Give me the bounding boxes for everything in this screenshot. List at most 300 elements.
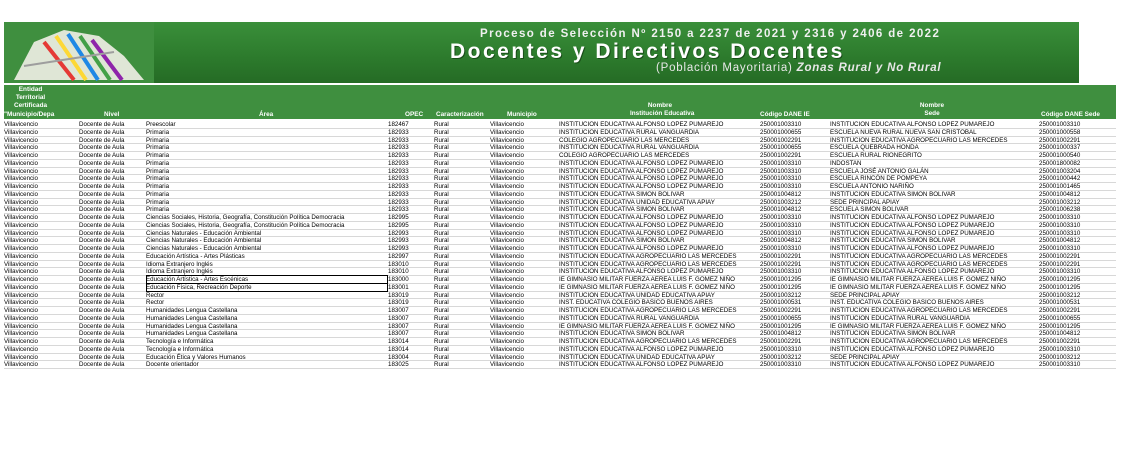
cell-dane-ie: 250001001295 <box>760 276 802 283</box>
cell-dane-ie: 250001003310 <box>760 183 802 190</box>
cell-nivel: Docente de Aula <box>79 229 125 237</box>
cell-dane-sede: 250001001295 <box>1039 322 1081 330</box>
cell-municipio: Villavicencio <box>490 167 524 175</box>
cell-sede: SEDE PRINCIPAL APIAY <box>830 198 900 206</box>
cell-municipio-depa: Villavicencio <box>4 299 38 307</box>
cell-caracterizacion: Rural <box>434 260 449 268</box>
cell-caracterizacion: Rural <box>434 198 449 206</box>
header-nivel: Nivel <box>104 111 120 118</box>
header-entidad-line: Territorial <box>15 94 46 101</box>
cell-area: Rector <box>146 299 165 307</box>
cell-sede: INSTITUCION EDUCATIVA ALFONSO LOPEZ PUMAREJO <box>830 221 995 229</box>
cell-sede: INSTITUCION EDUCATIVA ALFONSO LOPEZ PUMAREJO <box>830 361 995 369</box>
cell-dane-ie: 250001001295 <box>760 322 802 330</box>
cell-dane-ie: 250001000655 <box>760 128 802 136</box>
cell-opec: 183000 <box>388 276 409 283</box>
cell-municipio-depa: Villavicencio <box>4 291 38 299</box>
table-row <box>4 299 1116 307</box>
cell-municipio-depa: Villavicencio <box>4 245 38 252</box>
cell-municipio-depa: Villavicencio <box>4 276 38 283</box>
cell-opec: 183010 <box>388 268 409 276</box>
cell-caracterizacion: Rural <box>434 214 449 221</box>
cell-nivel: Docente de Aula <box>79 268 125 276</box>
cell-municipio: Villavicencio <box>490 299 524 307</box>
table-row <box>4 152 1116 160</box>
table-row <box>4 315 1116 323</box>
cell-nivel: Docente de Aula <box>79 338 125 345</box>
cell-sede: ESCUELA SIMON BOLIVAR <box>830 206 909 214</box>
cell-municipio: Villavicencio <box>490 175 524 183</box>
table-row <box>4 354 1116 362</box>
cell-area: Docente orientador <box>146 361 199 369</box>
table-row <box>4 361 1116 369</box>
cell-dane-sede: 250001002291 <box>1039 307 1081 314</box>
cell-municipio: Villavicencio <box>490 345 524 353</box>
cell-area: Preescolar <box>146 121 176 128</box>
cell-institucion: INST. EDUCATIVA COLEGIO BASICO BUENOS AIRES <box>559 299 713 307</box>
table-row <box>4 292 1116 300</box>
cell-sede: INSTITUCION EDUCATIVA ALFONSO LOPEZ PUMAREJO <box>830 268 995 276</box>
cell-dane-sede: 250001000442 <box>1039 175 1081 183</box>
cell-municipio-depa: Villavicencio <box>4 268 38 276</box>
cell-caracterizacion: Rural <box>434 299 449 307</box>
cell-municipio: Villavicencio <box>490 183 524 190</box>
cell-municipio: Villavicencio <box>490 214 524 221</box>
cell-institucion: INSTITUCION EDUCATIVA AGROPECUARIO LAS MERCEDES <box>559 252 737 260</box>
cell-dane-sede: 250001003310 <box>1039 229 1081 237</box>
cell-sede: INSTITUCION EDUCATIVA RURAL VANGUARDIA <box>830 314 971 322</box>
cell-municipio: Villavicencio <box>490 276 524 283</box>
cell-dane-sede: 250001003310 <box>1039 214 1081 221</box>
cell-municipio: Villavicencio <box>490 229 524 237</box>
cell-dane-sede: 250001002291 <box>1039 260 1081 268</box>
cell-caracterizacion: Rural <box>434 314 449 322</box>
cell-opec: 182993 <box>388 245 409 252</box>
cell-opec: 182933 <box>388 152 409 159</box>
cell-institucion: INSTITUCION EDUCATIVA ALFONSO LOPEZ PUMAREJO <box>559 167 724 175</box>
cell-municipio: Villavicencio <box>490 322 524 330</box>
cell-municipio-depa: Villavicencio <box>4 314 38 322</box>
cell-dane-sede: 250001003204 <box>1039 167 1081 175</box>
cell-municipio-depa: Villavicencio <box>4 361 38 369</box>
cell-opec: 182993 <box>388 237 409 245</box>
cell-opec: 183007 <box>388 330 409 338</box>
table-row <box>4 222 1116 230</box>
cell-institucion: IE GIMNASIO MILITAR FUERZA AEREA LUIS F. GOMEZ NIÑO <box>559 322 735 330</box>
cell-opec: 182933 <box>388 198 409 206</box>
cell-municipio: Villavicencio <box>490 353 524 361</box>
cell-nivel: Docente de Aula <box>79 221 125 229</box>
cell-municipio-depa: Villavicencio <box>4 136 38 144</box>
cell-nivel: Docente de Aula <box>79 345 125 353</box>
cell-dane-ie: 250001004812 <box>760 330 802 338</box>
cell-municipio: Villavicencio <box>490 237 524 245</box>
cell-caracterizacion: Rural <box>434 330 449 338</box>
cell-dane-sede: 250001800082 <box>1039 159 1081 167</box>
cell-area: Ciencias Sociales, Historia, Geografía, Constitución Política Democracia <box>146 214 345 221</box>
cell-municipio-depa: Villavicencio <box>4 167 38 175</box>
cell-institucion: INSTITUCION EDUCATIVA ALFONSO LOPEZ PUMAREJO <box>559 245 724 252</box>
cell-dane-ie: 250001002291 <box>760 136 802 144</box>
cell-area: Primaria <box>146 198 170 206</box>
table-row <box>4 183 1116 191</box>
cell-sede: INST. EDUCATIVA COLEGIO BASICO BUENOS AIRES <box>830 299 984 307</box>
cell-municipio-depa: Villavicencio <box>4 307 38 314</box>
cell-caracterizacion: Rural <box>434 268 449 276</box>
cell-municipio: Villavicencio <box>490 144 524 152</box>
cell-area: Primaria <box>146 206 170 214</box>
banner-main-title: Docentes y Directivos Docentes <box>450 40 845 63</box>
cell-nivel: Docente de Aula <box>79 206 125 214</box>
cell-opec: 183010 <box>388 260 409 268</box>
cell-dane-ie: 250001002291 <box>760 252 802 260</box>
cell-sede: INDOSTAN <box>830 159 862 167</box>
cell-nivel: Docente de Aula <box>79 330 125 338</box>
cell-nivel: Docente de Aula <box>79 252 125 260</box>
cell-municipio: Villavicencio <box>490 330 524 338</box>
cell-municipio-depa: Villavicencio <box>4 121 38 128</box>
cell-dane-ie: 250001003310 <box>760 121 802 128</box>
cell-area: Ciencias Sociales, Historia, Geografía, Constitución Política Democracia <box>146 221 345 229</box>
table-row <box>4 199 1116 207</box>
cell-caracterizacion: Rural <box>434 144 449 152</box>
cell-caracterizacion: Rural <box>434 237 449 245</box>
cell-nivel: Docente de Aula <box>79 183 125 190</box>
cell-municipio-depa: Villavicencio <box>4 260 38 268</box>
header-municipio-depa: "Municipio/Depa <box>4 111 55 118</box>
cell-municipio-depa: Villavicencio <box>4 128 38 136</box>
cell-opec: 182997 <box>388 252 409 260</box>
cell-dane-ie: 250001003310 <box>760 361 802 369</box>
cell-dane-sede: 250001004812 <box>1039 330 1081 338</box>
cell-opec: 182933 <box>388 136 409 144</box>
cell-caracterizacion: Rural <box>434 276 449 283</box>
cell-institucion: INSTITUCION EDUCATIVA UNIDAD EDUCATIVA APIAY <box>559 291 715 299</box>
cell-area: Ciencias Naturales - Educación Ambiental <box>146 245 262 252</box>
cell-dane-sede: 250001003310 <box>1039 345 1081 353</box>
cell-municipio-depa: Villavicencio <box>4 345 38 353</box>
cell-nivel: Docente de Aula <box>79 136 125 144</box>
cell-opec: 183025 <box>388 361 409 369</box>
table-row <box>4 338 1116 346</box>
cell-dane-sede: 250001001295 <box>1039 283 1081 291</box>
cell-sede: INSTITUCION EDUCATIVA SIMON BOLIVAR <box>830 190 956 198</box>
table-row <box>4 237 1116 245</box>
cell-dane-sede: 250001001295 <box>1039 276 1081 283</box>
cell-municipio: Villavicencio <box>490 198 524 206</box>
cell-caracterizacion: Rural <box>434 167 449 175</box>
cell-opec: 183004 <box>388 353 409 361</box>
table-header <box>4 85 1116 119</box>
cell-sede: INSTITUCION EDUCATIVA AGROPECUARIO LAS MERCEDES <box>830 136 1008 144</box>
cell-dane-ie: 250001003212 <box>760 198 802 206</box>
cell-institucion: INSTITUCION EDUCATIVA ALFONSO LOPEZ PUMAREJO <box>559 214 724 221</box>
cell-municipio-depa: Villavicencio <box>4 198 38 206</box>
cell-dane-ie: 250001003212 <box>760 353 802 361</box>
cell-opec: 182933 <box>388 183 409 190</box>
cell-dane-sede: 250001006238 <box>1039 206 1081 214</box>
cell-caracterizacion: Rural <box>434 283 449 291</box>
cell-nivel: Docente de Aula <box>79 299 125 307</box>
cell-opec: 182933 <box>388 190 409 198</box>
cell-area: Primaria <box>146 136 170 144</box>
table-row <box>4 346 1116 354</box>
cell-area: Ciencias Naturales - Educación Ambiental <box>146 229 262 237</box>
cell-municipio: Villavicencio <box>490 361 524 369</box>
cell-nivel: Docente de Aula <box>79 175 125 183</box>
header-entidad-line: Certificada <box>14 102 48 109</box>
cell-dane-ie: 250001003310 <box>760 268 802 276</box>
cell-opec: 183014 <box>388 338 409 345</box>
cell-area: Primaria <box>146 190 170 198</box>
cell-opec: 182933 <box>388 159 409 167</box>
cell-area: Primaria <box>146 128 170 136</box>
cell-dane-sede: 250001003212 <box>1039 198 1081 206</box>
cell-dane-ie: 250001002291 <box>760 152 802 159</box>
cell-caracterizacion: Rural <box>434 353 449 361</box>
cell-area: Primaria <box>146 159 170 167</box>
cell-nivel: Docente de Aula <box>79 276 125 283</box>
cell-area: Primaria <box>146 167 170 175</box>
cell-nivel: Docente de Aula <box>79 245 125 252</box>
cell-municipio-depa: Villavicencio <box>4 229 38 237</box>
cell-nivel: Docente de Aula <box>79 128 125 136</box>
cell-area: Primaria <box>146 175 170 183</box>
cell-opec: 182933 <box>388 175 409 183</box>
cell-sede: IE GIMNASIO MILITAR FUERZA AEREA LUIS F. GOMEZ NIÑO <box>830 322 1006 330</box>
cell-caracterizacion: Rural <box>434 338 449 345</box>
cell-area: Primaria <box>146 144 170 152</box>
cell-dane-sede: 250001002291 <box>1039 252 1081 260</box>
table-row <box>4 160 1116 168</box>
table-row <box>4 175 1116 183</box>
cell-municipio: Villavicencio <box>490 307 524 314</box>
cell-area: Humanidades Lengua Castellana <box>146 314 238 322</box>
cell-municipio-depa: Villavicencio <box>4 237 38 245</box>
cell-caracterizacion: Rural <box>434 152 449 159</box>
cell-dane-ie: 250001003310 <box>760 221 802 229</box>
table-row <box>4 230 1116 238</box>
cell-institucion: INSTITUCION EDUCATIVA AGROPECUARIO LAS MERCEDES <box>559 260 737 268</box>
cell-nivel: Docente de Aula <box>79 314 125 322</box>
cell-nivel: Docente de Aula <box>79 198 125 206</box>
cell-sede: ESCUELA ANTONIO NARIÑO <box>830 183 914 190</box>
cell-sede: IE GIMNASIO MILITAR FUERZA AEREA LUIS F. GOMEZ NIÑO <box>830 276 1006 283</box>
header-entidad <box>14 86 47 110</box>
cell-area: Educación Artística - Artes Escénicas <box>146 276 249 283</box>
header-sede <box>912 102 952 118</box>
cell-municipio-depa: Villavicencio <box>4 322 38 330</box>
header-dane-ie: Código DANE IE <box>760 111 810 118</box>
header-sede-line: Sede <box>924 110 940 117</box>
cell-dane-sede: 250001002291 <box>1039 338 1081 345</box>
cell-municipio: Villavicencio <box>490 283 524 291</box>
cell-municipio: Villavicencio <box>490 268 524 276</box>
cell-municipio-depa: Villavicencio <box>4 221 38 229</box>
header-entidad-line: Entidad <box>18 86 43 93</box>
cell-municipio-depa: Villavicencio <box>4 175 38 183</box>
cell-institucion: COLEGIO AGROPECUARIO LAS MERCEDES <box>559 136 690 144</box>
cell-sede: INSTITUCION EDUCATIVA ALFONSO LOPEZ PUMAREJO <box>830 229 995 237</box>
cell-sede: ESCUELA RINCÓN DE POMPEYA <box>830 175 927 183</box>
cell-dane-ie: 250001002291 <box>760 307 802 314</box>
cell-municipio: Villavicencio <box>490 221 524 229</box>
cell-nivel: Docente de Aula <box>79 322 125 330</box>
cell-municipio-depa: Villavicencio <box>4 252 38 260</box>
cell-sede: SEDE PRINCIPAL APIAY <box>830 291 900 299</box>
cell-opec: 182933 <box>388 128 409 136</box>
cell-area: Tecnología e Informática <box>146 338 214 345</box>
cell-area: Humanidades Lengua Castellana <box>146 322 238 330</box>
table-row <box>4 191 1116 199</box>
cell-institucion: COLEGIO AGROPECUARIO LAS MERCEDES <box>559 152 690 159</box>
cell-caracterizacion: Rural <box>434 252 449 260</box>
table-row <box>4 284 1116 292</box>
cell-institucion: INSTITUCION EDUCATIVA ALFONSO LOPEZ PUMAREJO <box>559 175 724 183</box>
cell-municipio: Villavicencio <box>490 190 524 198</box>
cell-area: Educación Ética y Valores Humanos <box>146 353 246 361</box>
cell-area: Ciencias Naturales - Educación Ambiental <box>146 237 262 245</box>
cell-caracterizacion: Rural <box>434 128 449 136</box>
cell-caracterizacion: Rural <box>434 345 449 353</box>
cell-municipio: Villavicencio <box>490 252 524 260</box>
cell-nivel: Docente de Aula <box>79 144 125 152</box>
cell-nivel: Docente de Aula <box>79 307 125 314</box>
cell-nivel: Docente de Aula <box>79 291 125 299</box>
cell-sede: INSTITUCION EDUCATIVA SIMON BOLIVAR <box>830 330 956 338</box>
cell-institucion: INSTITUCION EDUCATIVA RURAL VANGUARDIA <box>559 314 700 322</box>
cell-caracterizacion: Rural <box>434 136 449 144</box>
cell-area: Idioma Extranjero Inglés <box>146 268 213 276</box>
cell-dane-sede: 250001000655 <box>1039 314 1081 322</box>
cell-municipio-depa: Villavicencio <box>4 159 38 167</box>
cell-opec: 182995 <box>388 221 409 229</box>
table-row <box>4 245 1116 253</box>
banner-subtitle-italic: Zonas Rural y No Rural <box>796 62 942 74</box>
cell-institucion: INSTITUCION EDUCATIVA RURAL VANGUARDIA <box>559 144 700 152</box>
cell-sede: ESCUELA NUEVA RURAL NUEVA SAN CRISTOBAL <box>830 128 977 136</box>
cell-opec: 183007 <box>388 322 409 330</box>
cell-municipio: Villavicencio <box>490 338 524 345</box>
table-row <box>4 253 1116 261</box>
cell-dane-ie: 250001003310 <box>760 175 802 183</box>
cell-nivel: Docente de Aula <box>79 361 125 369</box>
cell-institucion: INSTITUCION EDUCATIVA ALFONSO LOPEZ PUMAREJO <box>559 268 724 276</box>
cell-institucion: IE GIMNASIO MILITAR FUERZA AEREA LUIS F. GOMEZ NIÑO <box>559 283 735 291</box>
cell-municipio: Villavicencio <box>490 152 524 159</box>
cell-dane-ie: 250001004812 <box>760 206 802 214</box>
cell-sede: SEDE PRINCIPAL APIAY <box>830 353 900 361</box>
cell-institucion: INSTITUCION EDUCATIVA SIMON BOLIVAR <box>559 330 685 338</box>
banner-subtitle <box>656 62 941 74</box>
cell-dane-sede: 250001003310 <box>1039 221 1081 229</box>
cell-dane-sede: 250001000540 <box>1039 152 1081 159</box>
cell-nivel: Docente de Aula <box>79 214 125 221</box>
header-institucion-line: Nombre <box>647 102 673 109</box>
cell-sede: INSTITUCION EDUCATIVA ALFONSO LOPEZ PUMAREJO <box>830 345 995 353</box>
cell-sede: ESCUELA JOSÉ ANTONIO GALÁN <box>830 167 929 175</box>
cell-area: Educación Artística - Artes Plásticas <box>146 252 245 260</box>
table-row <box>4 129 1116 137</box>
cell-opec: 182995 <box>388 214 409 221</box>
cell-municipio-depa: Villavicencio <box>4 353 38 361</box>
cell-dane-ie: 250001004812 <box>760 190 802 198</box>
cell-municipio-depa: Villavicencio <box>4 214 38 221</box>
header-caracterizacion: Caracterización <box>436 111 484 118</box>
cell-dane-sede: 250001003212 <box>1039 291 1081 299</box>
cell-institucion: INSTITUCION EDUCATIVA ALFONSO LOPEZ PUMAREJO <box>559 121 724 128</box>
cell-dane-sede: 250001003310 <box>1039 268 1081 276</box>
cell-area: Tecnología e Informática <box>146 345 214 353</box>
header-institucion-line: Institución Educativa <box>630 110 695 117</box>
cell-sede: INSTITUCION EDUCATIVA AGROPECUARIO LAS MERCEDES <box>830 252 1008 260</box>
cell-opec: 183007 <box>388 307 409 314</box>
cell-nivel: Docente de Aula <box>79 152 125 159</box>
cell-nivel: Docente de Aula <box>79 260 125 268</box>
cell-caracterizacion: Rural <box>434 245 449 252</box>
cell-institucion: INSTITUCION EDUCATIVA SIMON BOLIVAR <box>559 206 685 214</box>
table-row <box>4 168 1116 176</box>
cell-municipio-depa: Villavicencio <box>4 152 38 159</box>
cell-municipio: Villavicencio <box>490 121 524 128</box>
cell-caracterizacion: Rural <box>434 221 449 229</box>
cell-dane-sede: 250001001465 <box>1039 183 1081 190</box>
cell-dane-sede: 250001003310 <box>1039 361 1081 369</box>
cell-municipio-depa: Villavicencio <box>4 283 38 291</box>
cell-caracterizacion: Rural <box>434 361 449 369</box>
header-institucion <box>630 102 695 118</box>
cell-caracterizacion: Rural <box>434 307 449 314</box>
header-banner <box>4 22 1079 83</box>
banner-process-title: Proceso de Selección Nº 2150 a 2237 de 2021 y 2316 y 2406 de 2022 <box>480 28 941 40</box>
cell-municipio: Villavicencio <box>490 291 524 299</box>
cell-institucion: INSTITUCION EDUCATIVA ALFONSO LOPEZ PUMAREJO <box>559 221 724 229</box>
cell-municipio: Villavicencio <box>490 136 524 144</box>
cell-caracterizacion: Rural <box>434 159 449 167</box>
cell-opec: 182933 <box>388 167 409 175</box>
cell-caracterizacion: Rural <box>434 190 449 198</box>
table-row <box>4 206 1116 214</box>
cell-caracterizacion: Rural <box>434 291 449 299</box>
cell-dane-ie: 250001000655 <box>760 144 802 152</box>
banner-subtitle-normal: (Población Mayoritaria) <box>656 62 793 74</box>
cell-sede: INSTITUCION EDUCATIVA ALFONSO LOPEZ PUMAREJO <box>830 245 995 252</box>
cell-dane-sede: 250001003310 <box>1039 121 1081 128</box>
header-opec: OPEC <box>405 111 424 118</box>
cell-dane-sede: 250001003310 <box>1039 245 1081 252</box>
cell-sede: INSTITUCION EDUCATIVA AGROPECUARIO LAS MERCEDES <box>830 338 1008 345</box>
cell-dane-sede: 250001004812 <box>1039 237 1081 245</box>
cell-dane-ie: 250001003310 <box>760 214 802 221</box>
cell-opec: 183007 <box>388 314 409 322</box>
cell-dane-sede: 250001000531 <box>1039 299 1081 307</box>
cell-institucion: INSTITUCION EDUCATIVA RURAL VANGUARDIA <box>559 128 700 136</box>
cell-area: Rector <box>146 291 165 299</box>
cell-institucion: INSTITUCION EDUCATIVA ALFONSO LOPEZ PUMAREJO <box>559 159 724 167</box>
header-sede-line: Nombre <box>919 102 945 109</box>
cell-dane-ie: 250001003310 <box>760 345 802 353</box>
banner-pencils-image <box>4 22 154 83</box>
header-area: Área <box>259 111 274 118</box>
cell-area: Humanidades Lengua Castellana <box>146 307 238 314</box>
cell-municipio: Villavicencio <box>490 159 524 167</box>
table-row <box>4 137 1116 145</box>
header-dane-sede: Código DANE Sede <box>1041 111 1100 118</box>
cell-municipio: Villavicencio <box>490 314 524 322</box>
cell-sede: ESCUELA QUEBRADA HONDA <box>830 144 919 152</box>
cell-institucion: INSTITUCION EDUCATIVA ALFONSO LOPEZ PUMAREJO <box>559 345 724 353</box>
cell-municipio-depa: Villavicencio <box>4 183 38 190</box>
